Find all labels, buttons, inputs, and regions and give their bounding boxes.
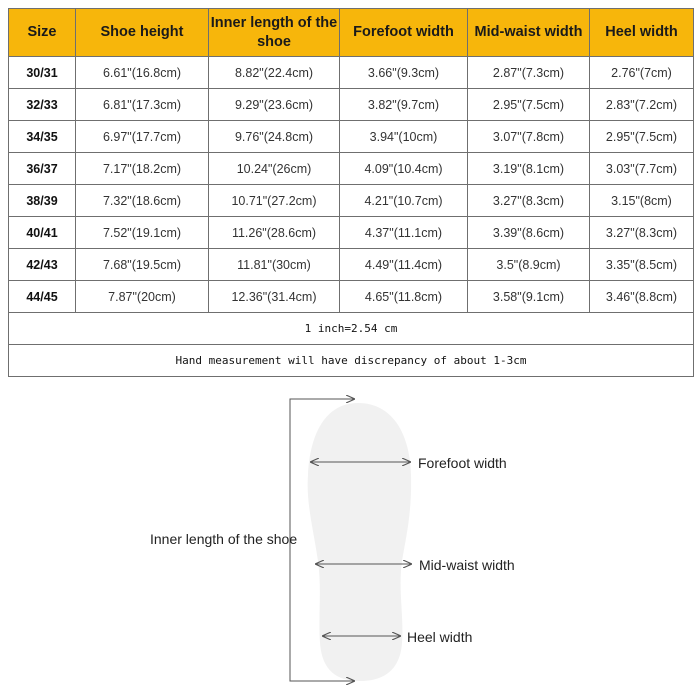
mid-waist-width-cell: 3.19"(8.1cm) [468, 153, 590, 185]
inner-length-cell: 9.29"(23.6cm) [209, 89, 340, 121]
size-cell: 30/31 [9, 57, 76, 89]
shoe-height-cell: 7.52"(19.1cm) [76, 217, 209, 249]
forefoot-width-cell: 3.82"(9.7cm) [340, 89, 468, 121]
forefoot-width-cell: 4.09"(10.4cm) [340, 153, 468, 185]
table-row [9, 57, 694, 89]
heel-width-cell: 2.95"(7.5cm) [590, 121, 694, 153]
mid-waist-width-cell: 3.58"(9.1cm) [468, 281, 590, 313]
mid-waist-width-cell: 3.5"(8.9cm) [468, 249, 590, 281]
table-row [9, 185, 694, 217]
forefoot-width-cell: 3.94"(10cm) [340, 121, 468, 153]
heel-width-cell: 3.03"(7.7cm) [590, 153, 694, 185]
header-heel-width: Heel width [590, 9, 694, 57]
forefoot-width-cell: 4.65"(11.8cm) [340, 281, 468, 313]
shoe-height-cell: 7.68"(19.5cm) [76, 249, 209, 281]
heel-width-cell: 2.83"(7.2cm) [590, 89, 694, 121]
mid-waist-width-cell: 3.39"(8.6cm) [468, 217, 590, 249]
table-row [9, 281, 694, 313]
table-row [9, 217, 694, 249]
insole-diagram-graphic [0, 385, 700, 700]
inner-length-label: Inner length of the shoe [150, 531, 298, 547]
insole-shape [308, 403, 411, 681]
forefoot-width-cell: 4.21"(10.7cm) [340, 185, 468, 217]
measurement-note: Hand measurement will have discrepancy of about 1-3cm [9, 345, 694, 377]
size-cell: 42/43 [9, 249, 76, 281]
size-cell: 34/35 [9, 121, 76, 153]
inner-length-cell: 12.36"(31.4cm) [209, 281, 340, 313]
inner-length-cell: 11.26"(28.6cm) [209, 217, 340, 249]
mid-waist-width-cell: 2.87"(7.3cm) [468, 57, 590, 89]
shoe-height-cell: 6.81"(17.3cm) [76, 89, 209, 121]
conversion-note: 1 inch=2.54 cm [9, 313, 694, 345]
forefoot-width-cell: 4.37"(11.1cm) [340, 217, 468, 249]
size-cell: 44/45 [9, 281, 76, 313]
shoe-height-cell: 7.87"(20cm) [76, 281, 209, 313]
header-inner-length: Inner length of the shoe [209, 9, 340, 57]
shoe-height-cell: 6.61"(16.8cm) [76, 57, 209, 89]
insole-diagram [0, 385, 700, 700]
heel-width-label: Heel width [407, 629, 473, 645]
heel-width-cell: 3.35"(8.5cm) [590, 249, 694, 281]
mid-waist-width-cell: 2.95"(7.5cm) [468, 89, 590, 121]
inner-length-cell: 9.76"(24.8cm) [209, 121, 340, 153]
table-row [9, 249, 694, 281]
header-row [9, 9, 694, 57]
header-forefoot-width: Forefoot width [340, 9, 468, 57]
size-cell: 40/41 [9, 217, 76, 249]
measurement-note-row [9, 345, 694, 377]
heel-width-cell: 3.27"(8.3cm) [590, 217, 694, 249]
shoe-height-cell: 6.97"(17.7cm) [76, 121, 209, 153]
inner-length-cell: 10.71"(27.2cm) [209, 185, 340, 217]
inner-length-cell: 11.81"(30cm) [209, 249, 340, 281]
inner-length-cell: 8.82"(22.4cm) [209, 57, 340, 89]
table-row [9, 153, 694, 185]
header-mid-waist-width: Mid-waist width [468, 9, 590, 57]
size-chart-table [8, 8, 694, 377]
forefoot-width-cell: 3.66"(9.3cm) [340, 57, 468, 89]
header-size: Size [9, 9, 76, 57]
heel-width-cell: 3.15"(8cm) [590, 185, 694, 217]
table-row [9, 121, 694, 153]
mid-waist-width-cell: 3.27"(8.3cm) [468, 185, 590, 217]
mid-waist-width-cell: 3.07"(7.8cm) [468, 121, 590, 153]
table-row [9, 89, 694, 121]
shoe-height-cell: 7.17"(18.2cm) [76, 153, 209, 185]
header-shoe-height: Shoe height [76, 9, 209, 57]
forefoot-width-label: Forefoot width [418, 455, 507, 471]
heel-width-cell: 3.46"(8.8cm) [590, 281, 694, 313]
inner-length-cell: 10.24"(26cm) [209, 153, 340, 185]
forefoot-width-cell: 4.49"(11.4cm) [340, 249, 468, 281]
shoe-height-cell: 7.32"(18.6cm) [76, 185, 209, 217]
mid-waist-width-label: Mid-waist width [419, 557, 515, 573]
conversion-note-row [9, 313, 694, 345]
size-cell: 38/39 [9, 185, 76, 217]
size-cell: 32/33 [9, 89, 76, 121]
heel-width-cell: 2.76"(7cm) [590, 57, 694, 89]
size-cell: 36/37 [9, 153, 76, 185]
